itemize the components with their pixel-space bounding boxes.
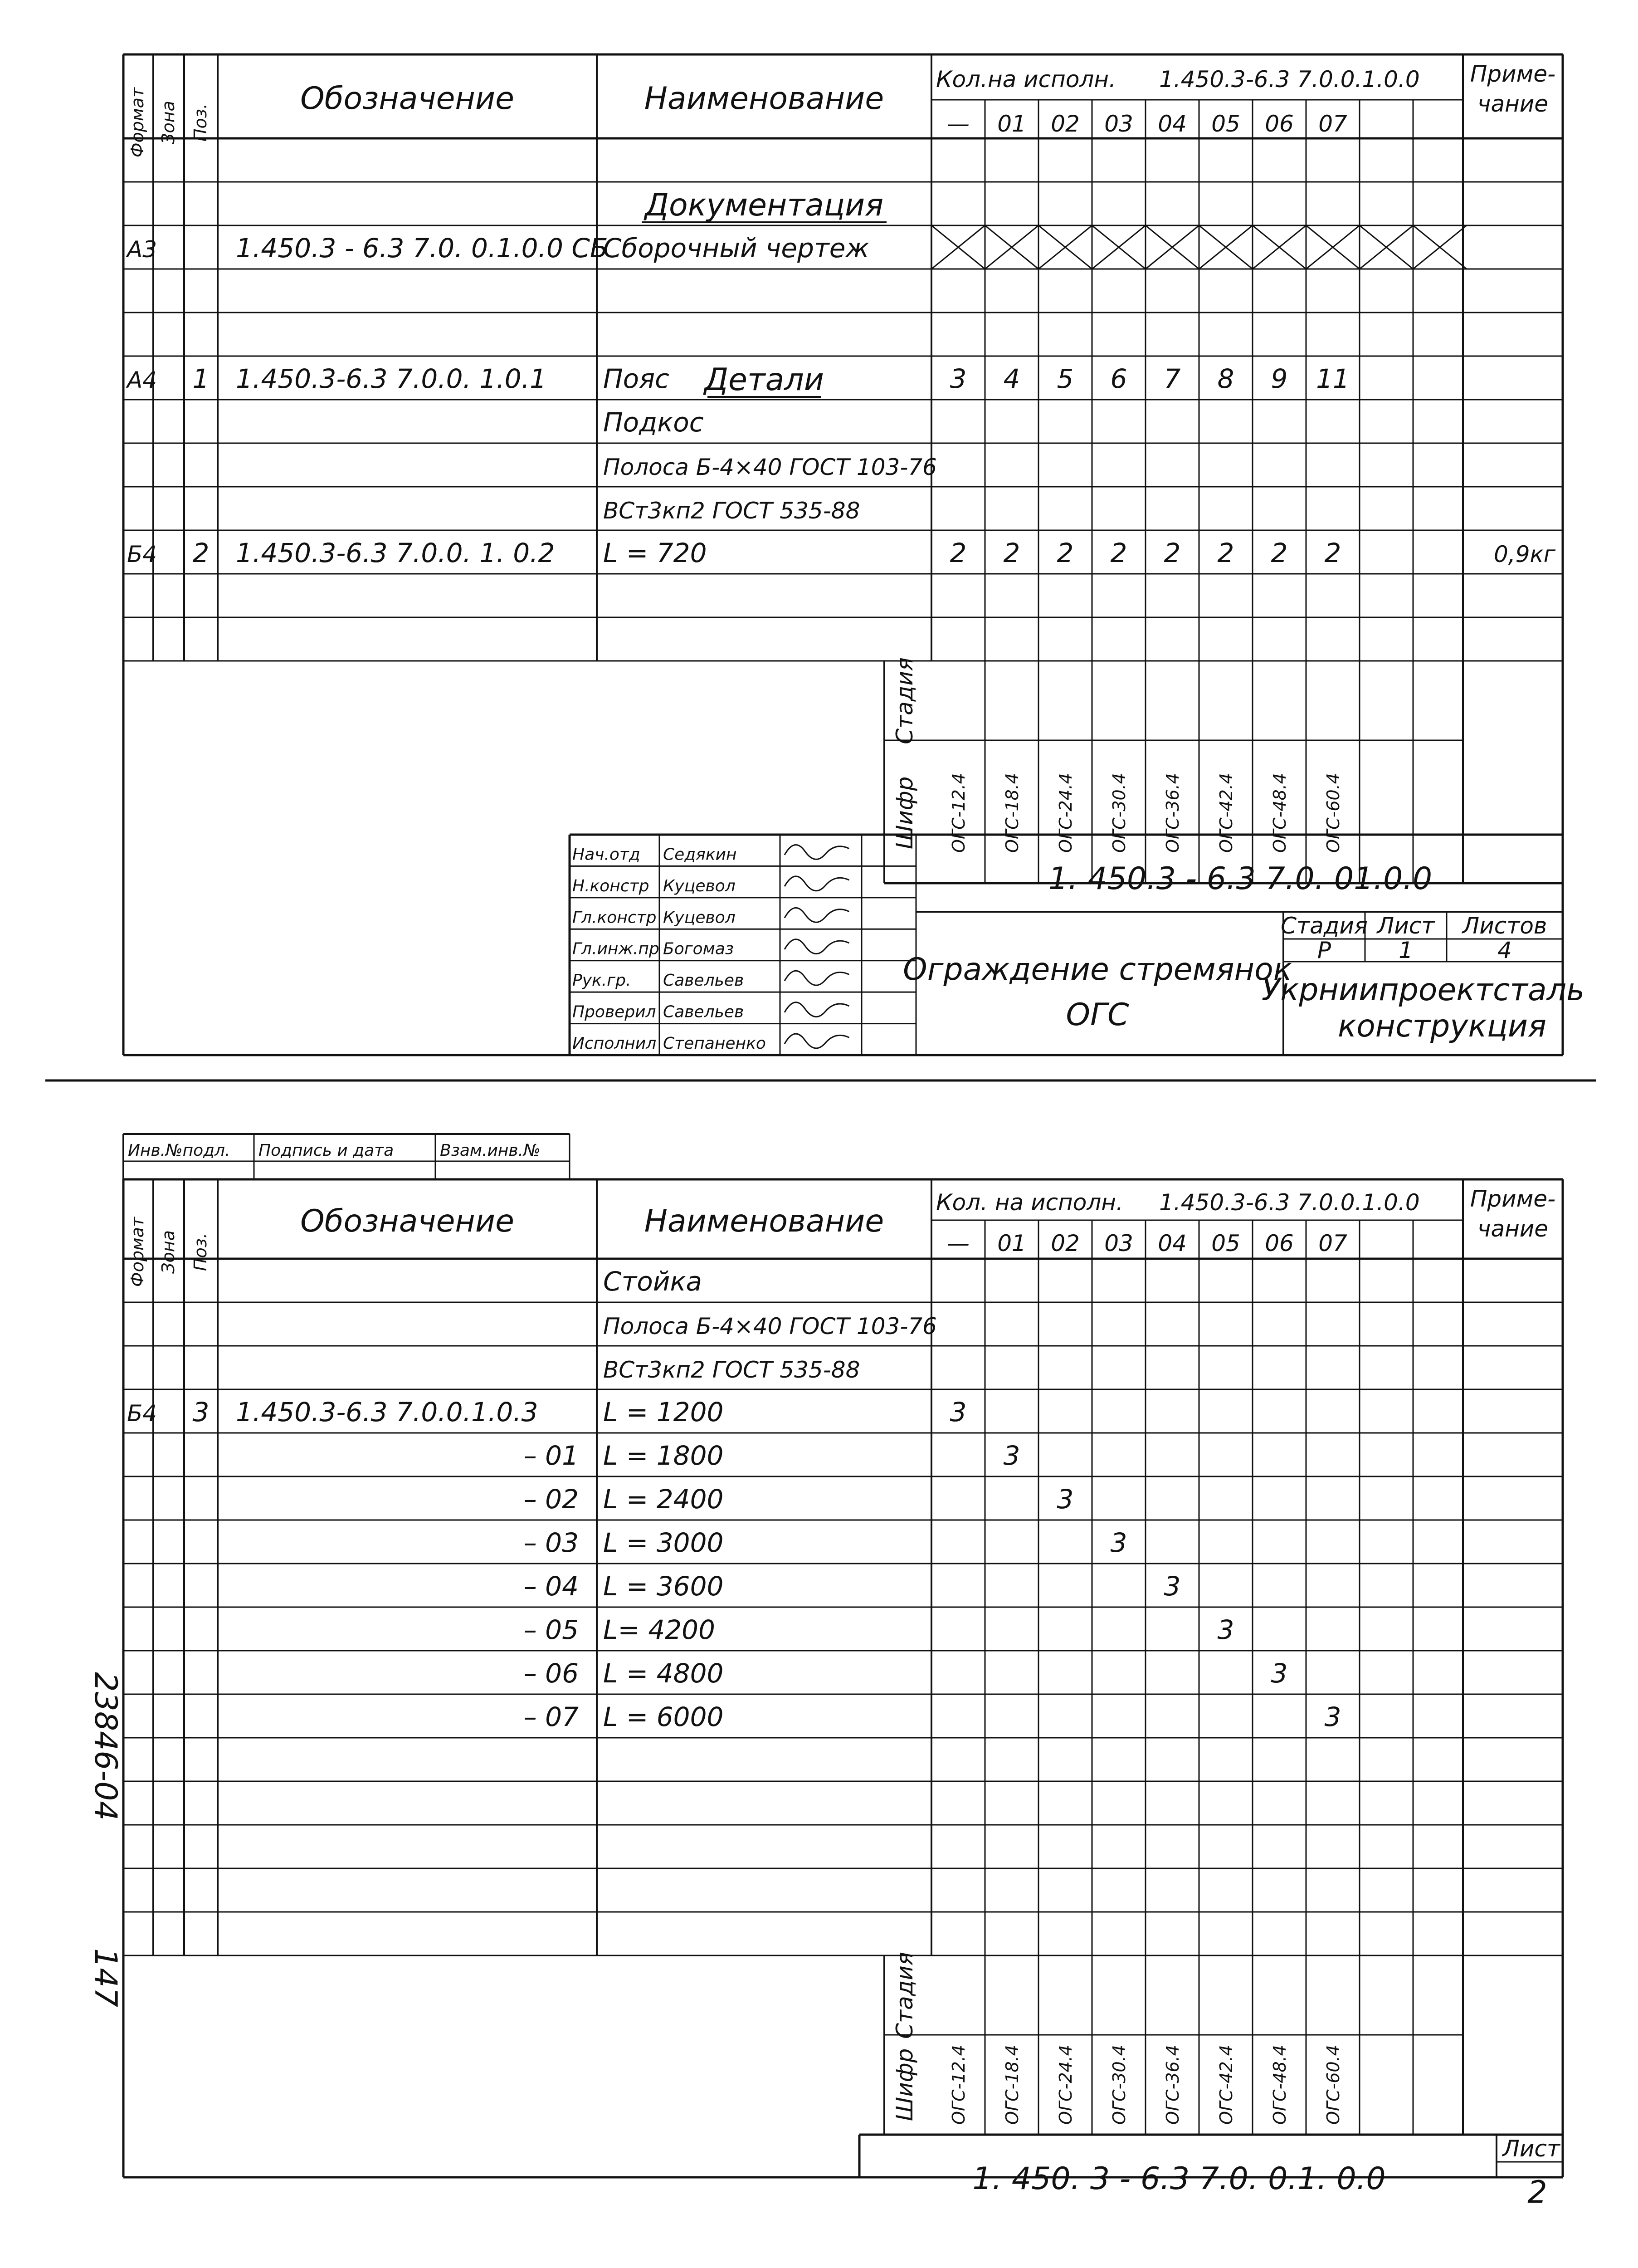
person-name: Савельев	[663, 1002, 744, 1022]
cipher-value: ОГС-18.4	[1002, 773, 1022, 853]
cipher-value: ОГС-36.4	[1163, 773, 1183, 853]
stage-value: Р	[1317, 937, 1331, 963]
row-name: L = 1200	[603, 1397, 724, 1427]
row-name: ВСт3кп2 ГОСТ 535-88	[603, 498, 860, 524]
header-pos: Поз.	[190, 103, 210, 142]
header-variant: 01	[997, 1230, 1026, 1256]
signature-mark	[785, 845, 849, 859]
sheet-2-specification	[88, 1134, 1563, 2210]
row-name: Подкос	[603, 407, 704, 438]
person-name: Куцевол	[663, 908, 736, 927]
row-format: Б4	[127, 541, 157, 567]
row-designation: 1.450.3-6.3 7.0.0. 1. 0.2	[236, 538, 555, 568]
header-variant: 04	[1158, 1230, 1187, 1256]
signature-mark	[785, 876, 849, 891]
row-qty: 3	[1271, 1658, 1288, 1689]
row-qty: 3	[1003, 1440, 1020, 1471]
row-name: Сборочный чертеж	[603, 233, 869, 264]
row-name: L = 2400	[603, 1484, 724, 1515]
doc-title-line2: ОГС	[1066, 997, 1129, 1033]
row-qty: 7	[1164, 363, 1181, 394]
cipher-value: ОГС-42.4	[1216, 773, 1236, 853]
cipher-value: ОГС-48.4	[1270, 773, 1290, 853]
row-name: Полоса Б-4×40 ГОСТ 103-76	[603, 454, 937, 480]
row-qty: 3	[1164, 1571, 1181, 1602]
row-name: L = 6000	[603, 1701, 724, 1732]
header-format: Формат	[127, 87, 147, 158]
cipher-value: ОГС-18.4	[1002, 2045, 1022, 2125]
row-designation: – 02	[523, 1484, 579, 1515]
cipher-value: ОГС-24.4	[1056, 2045, 1076, 2125]
row-qty: 2	[1164, 538, 1181, 568]
row-designation: – 01	[523, 1440, 579, 1471]
cipher-value: ОГС-42.4	[1216, 2045, 1236, 2125]
cipher-value: ОГС-12.4	[949, 2045, 969, 2125]
row-designation: 1.450.3-6.3 7.0.0.1.0.3	[236, 1397, 538, 1427]
header-note: Приме-чание	[1470, 61, 1556, 117]
row-qty: 3	[1217, 1614, 1234, 1645]
row-format: A4	[127, 367, 157, 393]
sheet-label: Лист	[1502, 2136, 1560, 2162]
cipher-value: ОГС-36.4	[1163, 2045, 1183, 2125]
row-designation: 1.450.3 - 6.3 7.0. 0.1.0.0 СБ	[236, 233, 608, 264]
header-variant: 05	[1211, 111, 1240, 137]
person-role: Рук.гр.	[572, 971, 631, 990]
header-pos: Поз.	[190, 1232, 210, 1271]
row-name: L= 4200	[603, 1614, 715, 1645]
doc-title-line1: Ограждение стремянок	[903, 952, 1292, 987]
row-qty: 3	[1324, 1701, 1341, 1732]
row-qty: 8	[1217, 363, 1234, 394]
person-role: Исполнил	[572, 1034, 657, 1053]
sheet-header: Лист	[1377, 913, 1435, 939]
header-variant: 07	[1318, 111, 1347, 137]
row-qty: 4	[1003, 363, 1020, 394]
header-variant: 06	[1265, 1230, 1294, 1256]
row-pos: 1	[192, 363, 210, 394]
stage-label: Стадия	[892, 657, 918, 744]
cipher-value: ОГС-48.4	[1270, 2045, 1290, 2125]
cipher-label: Шифр	[892, 776, 918, 850]
row-note: 0,9кг	[1494, 541, 1555, 567]
header-variant: 03	[1104, 1230, 1133, 1256]
cipher-value: ОГС-30.4	[1109, 2045, 1129, 2125]
cipher-value: ОГС-24.4	[1056, 773, 1076, 853]
sheet-value: 2	[1527, 2175, 1547, 2210]
stamp-inv-label: Инв.№подл.	[128, 1141, 230, 1160]
row-qty: 11	[1316, 363, 1350, 394]
signature-mark	[785, 1002, 849, 1017]
header-zone: Зона	[158, 101, 178, 144]
stamp-sign-label: Подпись и дата	[258, 1141, 394, 1160]
row-qty: 2	[1271, 538, 1288, 568]
sheet-1-specification	[123, 54, 1584, 1055]
row-format: A3	[127, 236, 157, 263]
row-name: Стойка	[603, 1266, 702, 1297]
row-name: L = 720	[603, 538, 707, 568]
row-qty: 5	[1057, 363, 1074, 394]
sheet-value: 1	[1399, 937, 1413, 963]
row-name: L = 1800	[603, 1440, 724, 1471]
row-qty: 2	[1003, 538, 1020, 568]
org-line2: конструкция	[1338, 1008, 1546, 1044]
header-variant: 06	[1265, 111, 1294, 137]
header-variant: 05	[1211, 1230, 1240, 1256]
row-qty: 3	[950, 363, 967, 394]
header-variant: 01	[997, 111, 1026, 137]
row-name: L = 3000	[603, 1527, 724, 1558]
cipher-value: ОГС-12.4	[949, 773, 969, 853]
cipher-value: ОГС-30.4	[1109, 773, 1129, 853]
header-qty-caption: Кол. на исполн.	[936, 1189, 1123, 1216]
row-designation: – 03	[523, 1527, 579, 1558]
row-qty: 2	[1110, 538, 1127, 568]
side-archive-number: 23846-04	[88, 1672, 123, 1821]
row-qty: 9	[1271, 363, 1288, 394]
header-variant: 03	[1104, 111, 1133, 137]
signature-mark	[785, 908, 849, 922]
sheets-value: 4	[1497, 937, 1512, 963]
row-qty: 2	[1057, 538, 1074, 568]
person-role: Гл.инж.пр	[572, 939, 659, 958]
header-qty-doc: 1.450.3-6.3 7.0.0.1.0.0	[1159, 1189, 1420, 1216]
header-note: Приме-чание	[1470, 1186, 1556, 1242]
section-details: Детали	[704, 362, 824, 398]
header-format: Формат	[127, 1217, 147, 1287]
row-designation: – 06	[523, 1658, 579, 1689]
header-name: Наименование	[644, 1203, 884, 1239]
row-name: L = 4800	[603, 1658, 724, 1689]
header-variant: 04	[1158, 111, 1187, 137]
row-qty: 3	[1110, 1527, 1127, 1558]
row-qty: 2	[1324, 538, 1341, 568]
person-name: Савельев	[663, 971, 744, 990]
row-name: Пояс	[603, 363, 669, 394]
person-name: Степаненко	[663, 1034, 766, 1053]
row-designation: 1.450.3-6.3 7.0.0. 1.0.1	[236, 363, 547, 394]
header-variant: 02	[1051, 1230, 1080, 1256]
cipher-label: Шифр	[892, 2048, 918, 2121]
signature-mark	[785, 971, 849, 985]
header-variant: —	[947, 1230, 970, 1256]
row-qty: 2	[950, 538, 967, 568]
section-documentation: Документация	[644, 187, 884, 223]
person-name: Куцевол	[663, 876, 736, 895]
row-designation: – 04	[523, 1571, 579, 1602]
signature-mark	[785, 1034, 849, 1048]
doc-number: 1. 450. 3 - 6.3 7.0. 0.1. 0.0	[972, 2161, 1386, 2197]
row-qty: 3	[1057, 1484, 1074, 1515]
header-variant: 07	[1318, 1230, 1347, 1256]
row-name: L = 3600	[603, 1571, 724, 1602]
doc-number: 1. 450.3 - 6.3 7.0. 01.0.0	[1048, 861, 1433, 897]
person-name: Богомаз	[663, 939, 734, 958]
cipher-value: ОГС-60.4	[1323, 773, 1343, 853]
row-qty: 2	[1217, 538, 1234, 568]
header-variant: 02	[1051, 111, 1080, 137]
person-role: Гл.констр	[572, 908, 657, 927]
sheets-header: Листов	[1462, 913, 1547, 939]
row-name: ВСт3кп2 ГОСТ 535-88	[603, 1357, 860, 1383]
header-designation: Обозначение	[300, 81, 514, 117]
header-zone: Зона	[158, 1230, 178, 1274]
row-designation: – 05	[523, 1614, 579, 1645]
row-name: Полоса Б-4×40 ГОСТ 103-76	[603, 1313, 937, 1339]
person-name: Седякин	[663, 845, 737, 864]
person-role: Н.констр	[572, 876, 649, 895]
stage-header: Стадия	[1281, 913, 1368, 939]
person-role: Проверил	[572, 1002, 656, 1022]
row-designation: – 07	[523, 1701, 579, 1732]
row-format: Б4	[127, 1400, 157, 1427]
row-qty: 3	[950, 1397, 967, 1427]
cipher-value: ОГС-60.4	[1323, 2045, 1343, 2125]
stamp-replace-label: Взам.инв.№	[440, 1141, 541, 1160]
header-qty-caption: Кол.на исполн.	[936, 66, 1116, 93]
header-name: Наименование	[644, 81, 884, 117]
header-qty-doc: 1.450.3-6.3 7.0.0.1.0.0	[1159, 66, 1420, 93]
row-qty: 6	[1110, 363, 1127, 394]
person-role: Нач.отд	[572, 845, 640, 864]
header-designation: Обозначение	[300, 1203, 514, 1239]
side-page-number: 147	[88, 1948, 123, 2007]
header-variant: —	[947, 111, 970, 137]
signature-mark	[785, 939, 849, 954]
org-line1: Укрниипроектсталь	[1261, 972, 1585, 1008]
row-pos: 3	[192, 1397, 210, 1427]
stage-label: Стадия	[892, 1952, 918, 2039]
row-pos: 2	[192, 538, 210, 568]
